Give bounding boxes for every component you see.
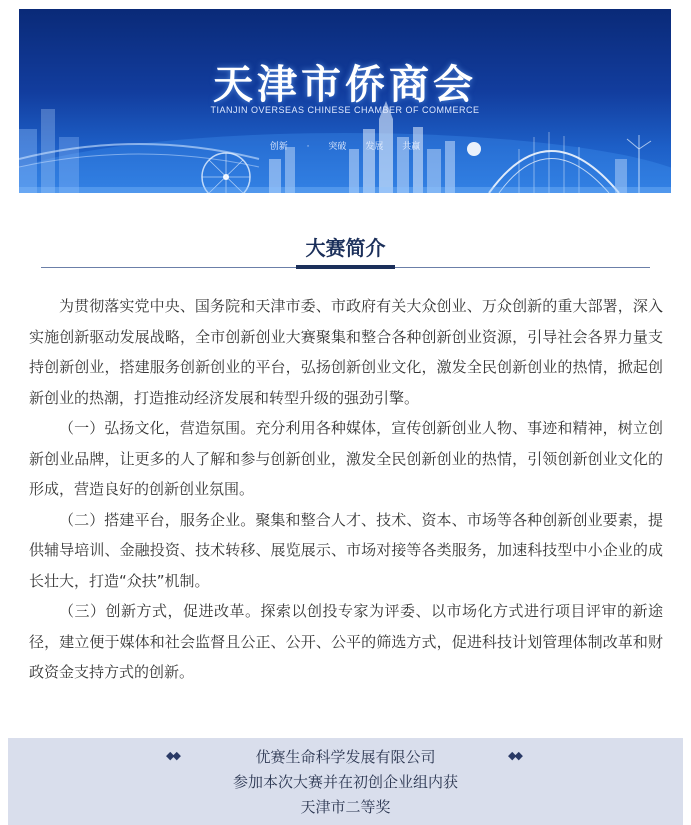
article-body	[29, 291, 663, 688]
paragraph-item-2: （二）搭建平台，服务企业。聚集和整合人才、技术、资本、市场等各种创新创业要素，提供辅导培训、金融投资、技术转移、展览展示、市场对接等各类服务，加速科技型中小企业的成长壮大，打造“众扶”机制。	[29, 510, 663, 590]
diamond-ornament-left: ◆◆	[166, 749, 179, 762]
paragraph-item-1: （一）弘扬文化，营造氛围。充分利用各种媒体，宣传创新创业人物、事迹和精神，树立创新创业品牌，让更多的人了解和参与创新创业，激发全民创新创业的热情，引领创新创业文化的形成，营造良好的创新创业氛围。	[29, 419, 663, 498]
award-box	[8, 738, 683, 825]
title-underline	[296, 265, 395, 269]
paragraph-item-3: （三）创新方式，促进改革。探索以创投专家为评委、以市场化方式进行项目评审的新途径，建立便于媒体和社会监督且公正、公开、公平的筛选方式，促进科技计划管理体制改革和财政资金支持方式的创新。	[29, 602, 663, 681]
banner-title: 天津市侨商会	[213, 62, 477, 108]
slogan-separator: ·	[306, 142, 310, 152]
award-company: 优赛生命科学发展有限公司	[255, 748, 436, 766]
banner-slogans	[19, 139, 671, 152]
slogan-item: 突破	[328, 142, 347, 152]
banner-subtitle: TIANJIN OVERSEAS CHINESE CHAMBER OF COMMERCE	[210, 105, 480, 115]
award-prize: 天津市二等奖	[300, 798, 391, 816]
slogan-item: 发展	[365, 142, 384, 152]
diamond-ornament-right: ◆◆	[508, 749, 521, 762]
paragraph-intro: 为贯彻落实党中央、国务院和天津市委、市政府有关大众创业、万众创新的重大部署，深入实施创新驱动发展战略，全市创新创业大赛聚集和整合各种创新创业资源，引导社会各界力量支持创新创业，搭建服务创新创业的平台，弘扬创新创业文化，激发全民创新创业的热情，掀起创新创业的热潮，打造推动经济发展和转型升级的强劲引擎。	[29, 297, 663, 407]
slogan-item: 共赢	[402, 142, 421, 152]
award-description: 参加本次大赛并在初创企业组内获	[232, 773, 458, 791]
header-banner	[19, 9, 671, 193]
slogan-item: 创新	[269, 142, 288, 152]
section-title: 大赛简介	[305, 236, 386, 260]
